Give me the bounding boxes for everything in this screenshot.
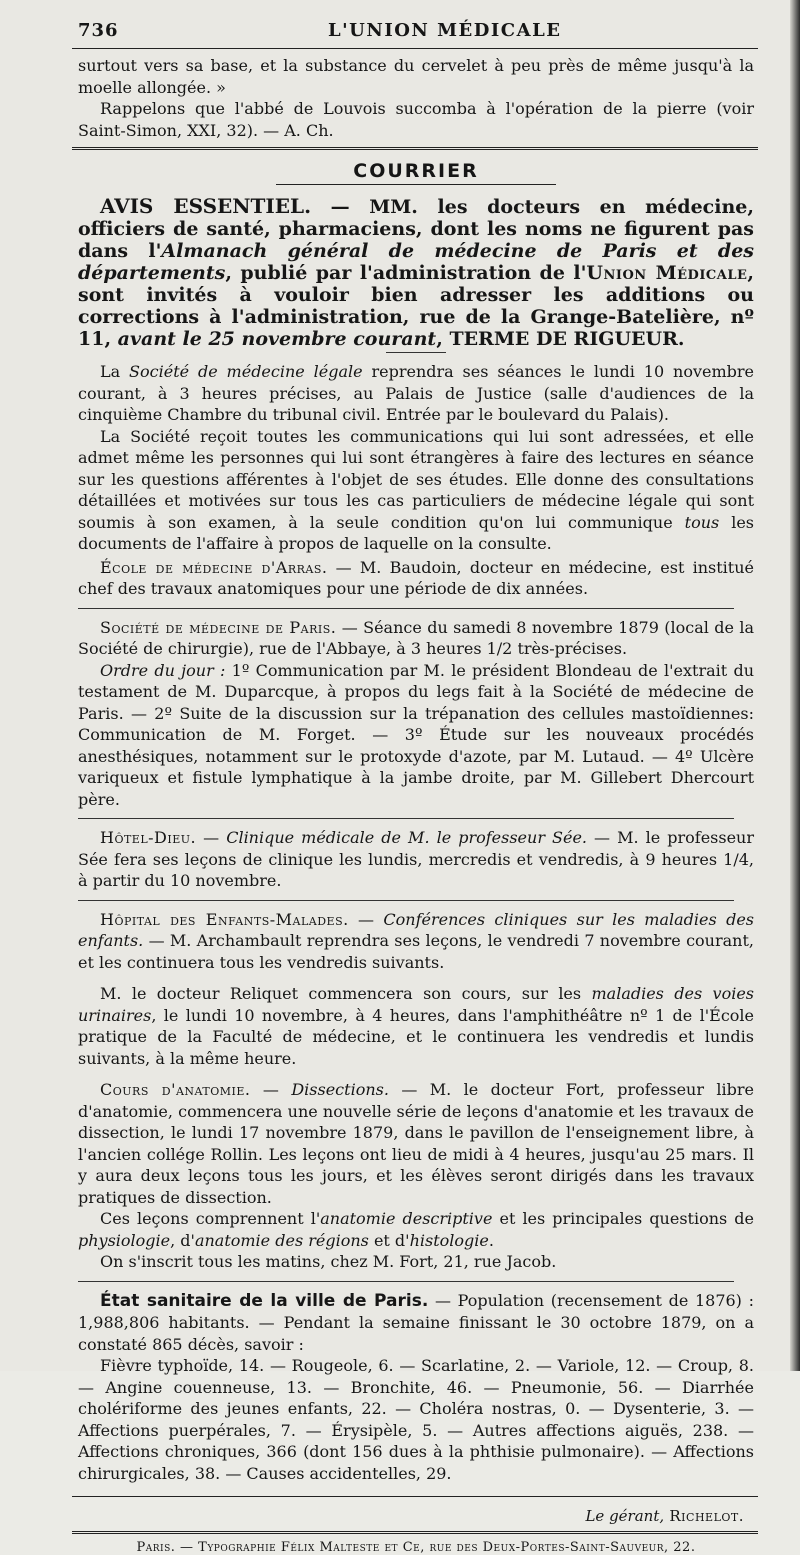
hotel-dieu-title: Clinique médicale de M. le professeur Sée. [226,828,587,847]
header-rule [72,48,758,49]
anatomie-descriptive: anatomie descriptive [320,1209,493,1228]
avis-text-3: , sont invités à vouloir bien adresser les additions ou corrections à l'administration, rue de la Grange-Batelière, nº 11, [78,262,755,350]
almanach-title: Almanach général de médecine de Paris et des départements [78,240,754,284]
ordre-du-jour-paragraph [78,660,754,811]
enfants-malades-title: Conférences cliniques sur les maladies des enfants. [78,909,754,950]
legale-p2-text-b: les documents de l'affaire à propos de laquelle on la consulte. [78,512,754,553]
etat-sanitaire-list: Fièvre typhoïde, 14. — Rougeole, 6. — Scarlatine, 2. — Variole, 12. — Croup, 8. — Angine couenneuse, 13. — Bronchite, 46. — Pneumonie, 56. — Diarrhée cholériforme des jeunes enfants, 22. — Choléra nostras, 0. — Dysenterie, 3. — Affections puerpérales, 7. — Érysipèle, 5. — Autres affections aiguës, 238. — Affections chroniques, 366 (dont 156 dues à la phthisie pulmonaire). — Affections chirurgicales, 38. — Causes accidentelles, 29. [78,1356,754,1483]
reliquet-paragraph [78,983,754,1069]
avis-text-1: — MM. les docteurs en médecine, officiers de santé, pharmaciens, dont les noms ne figurent pas dans l' [78,196,754,262]
anatomie-p2-c: , d' [170,1230,195,1250]
separator [78,900,734,901]
societe-paris-paragraph [78,617,754,660]
terme-de-rigueur: TERME DE RIGUEUR. [449,328,685,350]
journal-title: L'UNION MÉDICALE [328,20,562,41]
avis-deadline: avant le 25 novembre courant [117,328,437,350]
separator [78,818,734,819]
union-medicale-name: Union Médicale [586,262,748,284]
ordre-du-jour-label: Ordre du jour : [100,660,226,680]
title-underline [276,184,556,185]
enfants-malades-paragraph [78,909,754,974]
anatomie-paragraph-2 [78,1208,754,1251]
section-rule [72,147,758,150]
hotel-dieu-paragraph [78,827,754,892]
etat-sanitaire-text: — Population (recensement de 1876) : 1,988,806 habitants. — Pendant la semaine finissant le 30 octobre 1879, on a constaté 865 décès, savoir : [78,1290,754,1354]
etat-sanitaire-paragraph [78,1290,754,1356]
avis-text-4: , [436,328,450,350]
avis-text-2: , publié par l'administration de l' [225,262,587,284]
arras-paragraph [78,557,754,600]
hotel-dieu-text: — M. le professeur Sée fera ses leçons de clinique les lundis, mercredis et vendredis, à 9 heures 1/4, à partir du 10 novembre. [78,828,754,890]
legale-text-b: reprendra ses séances le lundi 10 novembre courant, à 3 heures précises, au Palais de Justice (salle d'audiences de la cinquième Chambre du tribunal civil. Entrée par le boulevard du Palais). [78,362,755,424]
physiologie: physiologie [78,1230,171,1250]
gerant-label: Le gérant, [585,1507,665,1525]
section-title: COURRIER [353,160,479,182]
intro-line-2: Rappelons que l'abbé de Louvois succomba à l'opération de la pierre (voir Saint-Simon, XXI, 32). — A. Ch. [78,99,754,140]
reliquet-course-title: maladies des voies urinaires [78,984,755,1025]
hotel-dieu-dash: — [196,828,227,847]
etat-sanitaire-title: État sanitaire de la ville de Paris. [100,1290,429,1311]
legale-paragraph-1 [78,361,754,426]
separator [78,1281,734,1282]
gerant-name: Richelot. [664,1507,744,1525]
anatomie-text: — M. le docteur Fort, professeur libre d'anatomie, commencera une nouvelle série de leçons d'anatomie et les travaux de dissection, le lundi 17 novembre 1879, dans le pavillon de l'enseignement libre, à l'ancien collége Rollin. Les leçons ont lieu de midi à 4 heures, jusqu'au 25 mars. Il y aura deux leçons tous les jours, et les élèves seront dirigés dans les travaux pratiques de dissection. [78,1080,755,1207]
reliquet-text-a: M. le docteur Reliquet commencera son cours, sur les [100,984,592,1003]
anatomie-paragraph [78,1079,754,1208]
ordre-du-jour-text: 1º Communication par M. le président Blondeau de l'extrait du testament de M. Duparcque, à propos du legs fait à la Société de médecine de Paris. — 2º Suite de la discussion sur la trépanation des cellules mastoïdiennes: Communication de M. Forget. — 3º Étude sur les nouveaux procédés anesthésiques, notamment sur le protoxyde d'azote, par M. Lutaud. — 4º Ulcère variqueux et fistule lymphatique à la jambe droite, par M. Gillebert Dhercourt père. [78,660,755,809]
avis-lead: AVIS ESSENTIEL. [100,194,312,218]
legale-tous: tous [684,512,720,532]
societe-paris-lead: Société de médecine de Paris. [100,617,337,637]
intro-block [78,55,754,141]
arras-block [78,557,754,600]
anatomie-p2-e: . [488,1230,494,1250]
anatomie-p2-a: Ces leçons comprennent l' [100,1209,321,1228]
arras-text: — M. Baudoin, docteur en médecine, est institué chef des travaux anatomiques pour une période de dix années. [78,557,754,598]
separator [78,608,734,609]
anatomie-lead: Cours d'anatomie. [100,1080,251,1099]
spacer [78,1069,754,1079]
histologie: histologie [409,1230,489,1250]
societe-paris-text: — Séance du samedi 8 novembre 1879 (local de la Société de chirurgie), rue de l'Abbaye, à 3 heures 1/2 très-précises. [78,617,754,658]
anatomie-p2-b: et les principales questions de [492,1209,754,1228]
anatomie-inscription: On s'inscrit tous les matins, chez M. Fort, 21, rue Jacob. [100,1252,557,1271]
reliquet-text-b: , le lundi 10 novembre, à 4 heures, dans l'amphithéâtre nº 1 de l'École pratique de la Faculté de médecine, et le continuera les vendredis et lundis suivants, à la même heure. [78,1005,754,1068]
legale-paragraph-2 [78,426,754,555]
dissections-title: Dissections. [291,1080,389,1099]
separator [386,352,446,353]
enfants-dash: — [348,909,384,929]
anatomie-p2-d: et d' [368,1230,410,1250]
spacer [78,973,754,983]
enfants-malades-text: — M. Archambault reprendra ses leçons, le vendredi 7 novembre courant, et les continuera tous les vendredis suivants. [78,931,754,972]
running-header [78,14,754,48]
anatomie-dash: — [250,1080,292,1099]
page-number: 736 [78,20,119,41]
page-edge-shadow [790,0,800,1371]
arras-lead: École de médecine d'Arras. [100,557,328,577]
anatomie-des-regions: anatomie des régions [194,1230,369,1250]
avis-essentiel [78,195,754,350]
imprint-rule [72,1531,758,1534]
legale-society-name: Société de médecine légale [129,362,363,381]
hotel-dieu-lead: Hôtel-Dieu. [100,828,197,847]
intro-line-1: surtout vers sa base, et la substance du cervelet à peu près de même jusqu'à la moelle allongée. » [78,56,754,97]
legale-text-a: La [100,362,130,381]
footer-rule [72,1496,758,1497]
gerant-line [78,1507,744,1525]
enfants-malades-lead: Hôpital des Enfants-Malades. [100,909,349,929]
printer-imprint: Paris. — Typographie Félix Malteste et Ce, rue des Deux-Portes-Saint-Sauveur, 22. [136,1540,696,1555]
legale-p2-text-a: La Société reçoit toutes les communications qui lui sont adressées, et elle admet même les personnes qui lui sont étrangères à faire des lectures en séance sur les questions afférentes à l'objet de ses études. Elle donne des consultations détaillées et motivées sur tous les cas particuliers de médecine légale qui sont soumis à son examen, à la seule condition qu'on lui communique [78,426,754,532]
